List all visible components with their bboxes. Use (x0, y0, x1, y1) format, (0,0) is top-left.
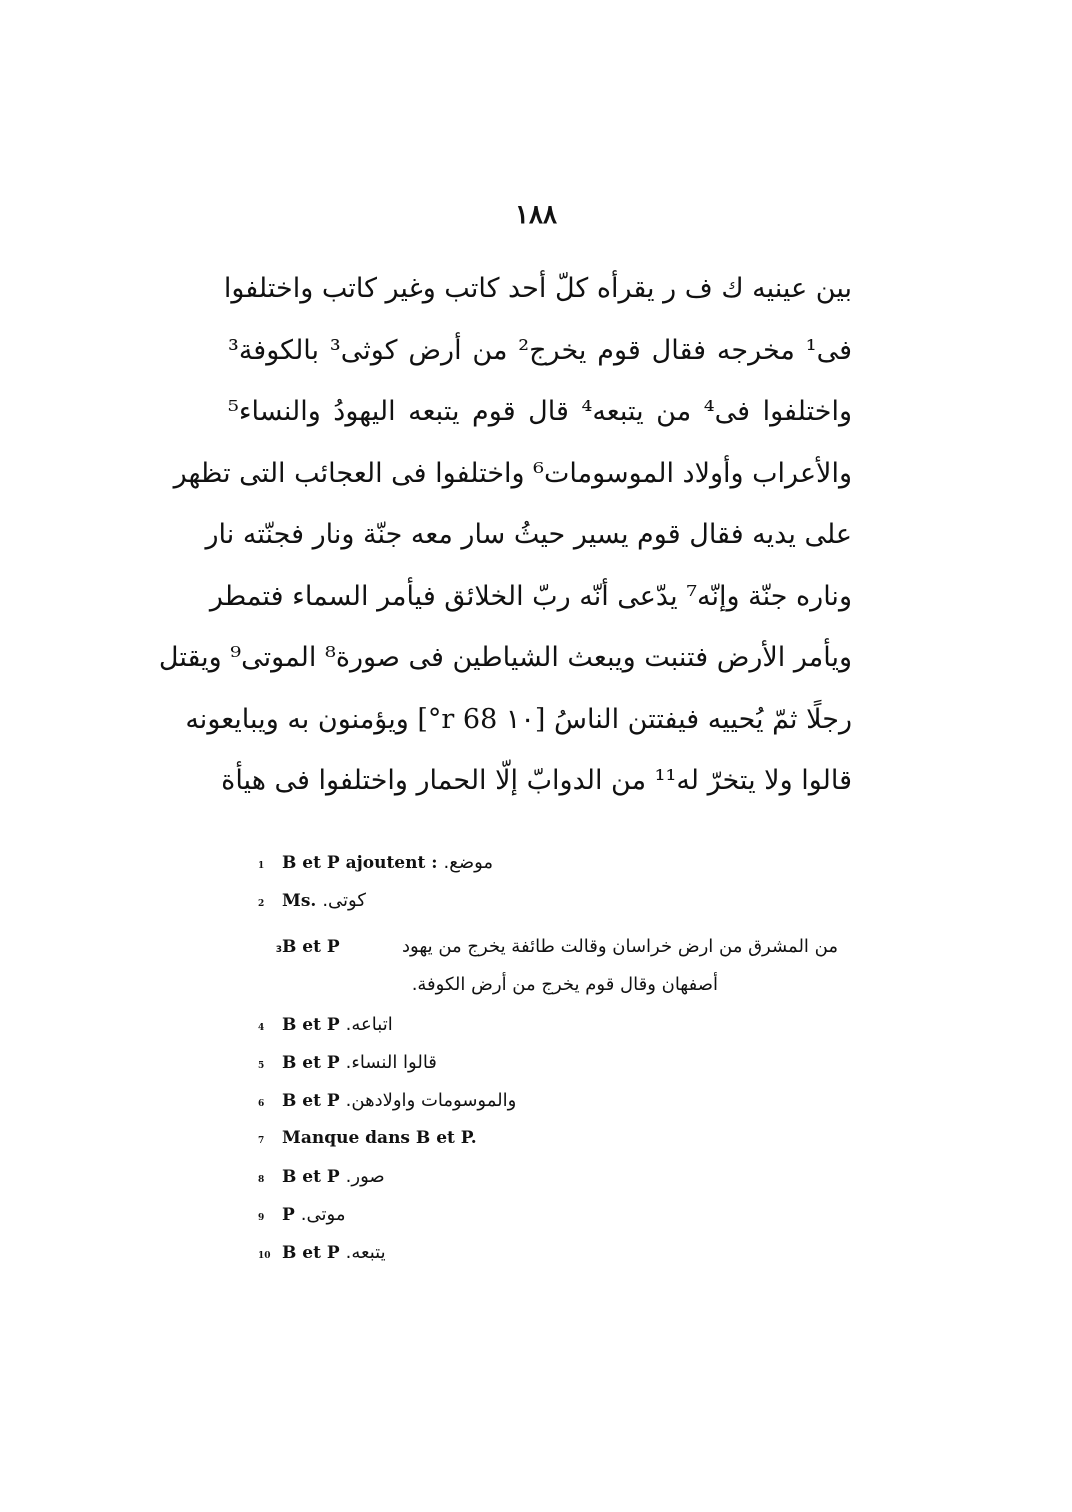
footnote-number: 4 (258, 1023, 265, 1033)
footnotes (258, 852, 858, 1280)
footnote-number: 9 (258, 1213, 265, 1223)
footnote-number: 6 (258, 1099, 265, 1109)
footnote-text: B et P (282, 1091, 340, 1111)
text-line: فى¹ مخرجه فقال قوم يخرج² من أرض كوثى³ بالكوفة³ (228, 334, 852, 366)
footnote-number: 10 (258, 1251, 271, 1261)
footnote-arabic-continued: أصفهان وقال قوم يخرج من أرض الكوفة. (411, 974, 718, 995)
text-line: قالوا ولا يتخرّ له¹¹ من الدوابّ إلّا الحمار واختلفوا فى هيأة (221, 765, 852, 796)
text-line: والأعراب وأولاد الموسومات⁶ واختلفوا فى العجائب التى تظهر (173, 457, 852, 489)
text-line: واختلفوا فى⁴ من يتبعه⁴ قال قوم يتبعه اليهودُ والنساء⁵ (228, 396, 852, 427)
text-line: رجلًا ثمّ يُحييه فيفتتن الناسُ [١٠ 68 r°] ويؤمنون به ويبايعونه (185, 703, 852, 735)
footnote-line (238, 928, 838, 966)
text-line: ويأمر الأرض فتنبت ويبعث الشياطين فى صورة⁸ الموتى⁹ ويقتل (158, 642, 852, 673)
footnote-text: Manque dans B et P. (282, 1128, 477, 1148)
footnote-text: B et P ajoutent : (282, 853, 438, 873)
footnote (258, 1204, 858, 1242)
footnote-number: 2 (258, 899, 265, 909)
footnote (258, 852, 858, 890)
footnote (258, 1052, 858, 1090)
footnote-text: B et P (282, 1167, 340, 1187)
footnote-text: B et P (282, 1053, 340, 1073)
footnote (258, 1166, 858, 1204)
footnote (258, 1090, 858, 1128)
footnote-number: 1 (258, 861, 265, 871)
footnote-number: 3 (275, 945, 282, 955)
footnote-arabic: والموسومات واولادهن. (345, 1090, 517, 1111)
footnote-arabic: موتى. (300, 1204, 346, 1225)
footnote-text: B et P (282, 1243, 340, 1263)
text-line: بين عينيه ك ف ر يقرأه كلّ أحد كاتب وغير كاتب واختلفوا (223, 273, 852, 304)
footnote-number: 5 (258, 1061, 265, 1071)
footnote-arabic: قالوا النساء. (345, 1052, 437, 1073)
footnote-number: 7 (258, 1136, 265, 1146)
text-line: على يديه فقال قوم يسير حيثُ سار معه جنّة ونار فجنّته نار (205, 519, 852, 550)
footnote-arabic: موضع. (443, 852, 494, 873)
footnote-number: 8 (258, 1175, 265, 1185)
footnote-text: P (282, 1205, 295, 1225)
main-text (158, 258, 852, 812)
footnote (258, 1242, 858, 1280)
footnote (258, 1014, 858, 1052)
footnote (258, 890, 858, 928)
footnote-arabic: صور. (345, 1166, 385, 1187)
footnote-arabic: اتباعه. (345, 1014, 393, 1035)
text-line: وناره جنّة وإنّه⁷ يدّعى أنّه ربّ الخلائق فيأمر السماء فتمطر (209, 580, 852, 612)
footnote-arabic: يتبعه. (345, 1242, 386, 1263)
footnote (258, 1128, 858, 1166)
footnote-arabic: كوتى. (322, 890, 366, 911)
footnote-text: B et P (282, 1015, 340, 1035)
footnote-text: B et P (282, 937, 340, 957)
footnote-text: Ms. (282, 891, 317, 911)
footnote-arabic: من المشرق من ارض خراسان وقالت طائفة يخرج من يهود (402, 936, 838, 957)
footnote (258, 928, 858, 1014)
page-number: ١٨٨ (515, 200, 557, 230)
